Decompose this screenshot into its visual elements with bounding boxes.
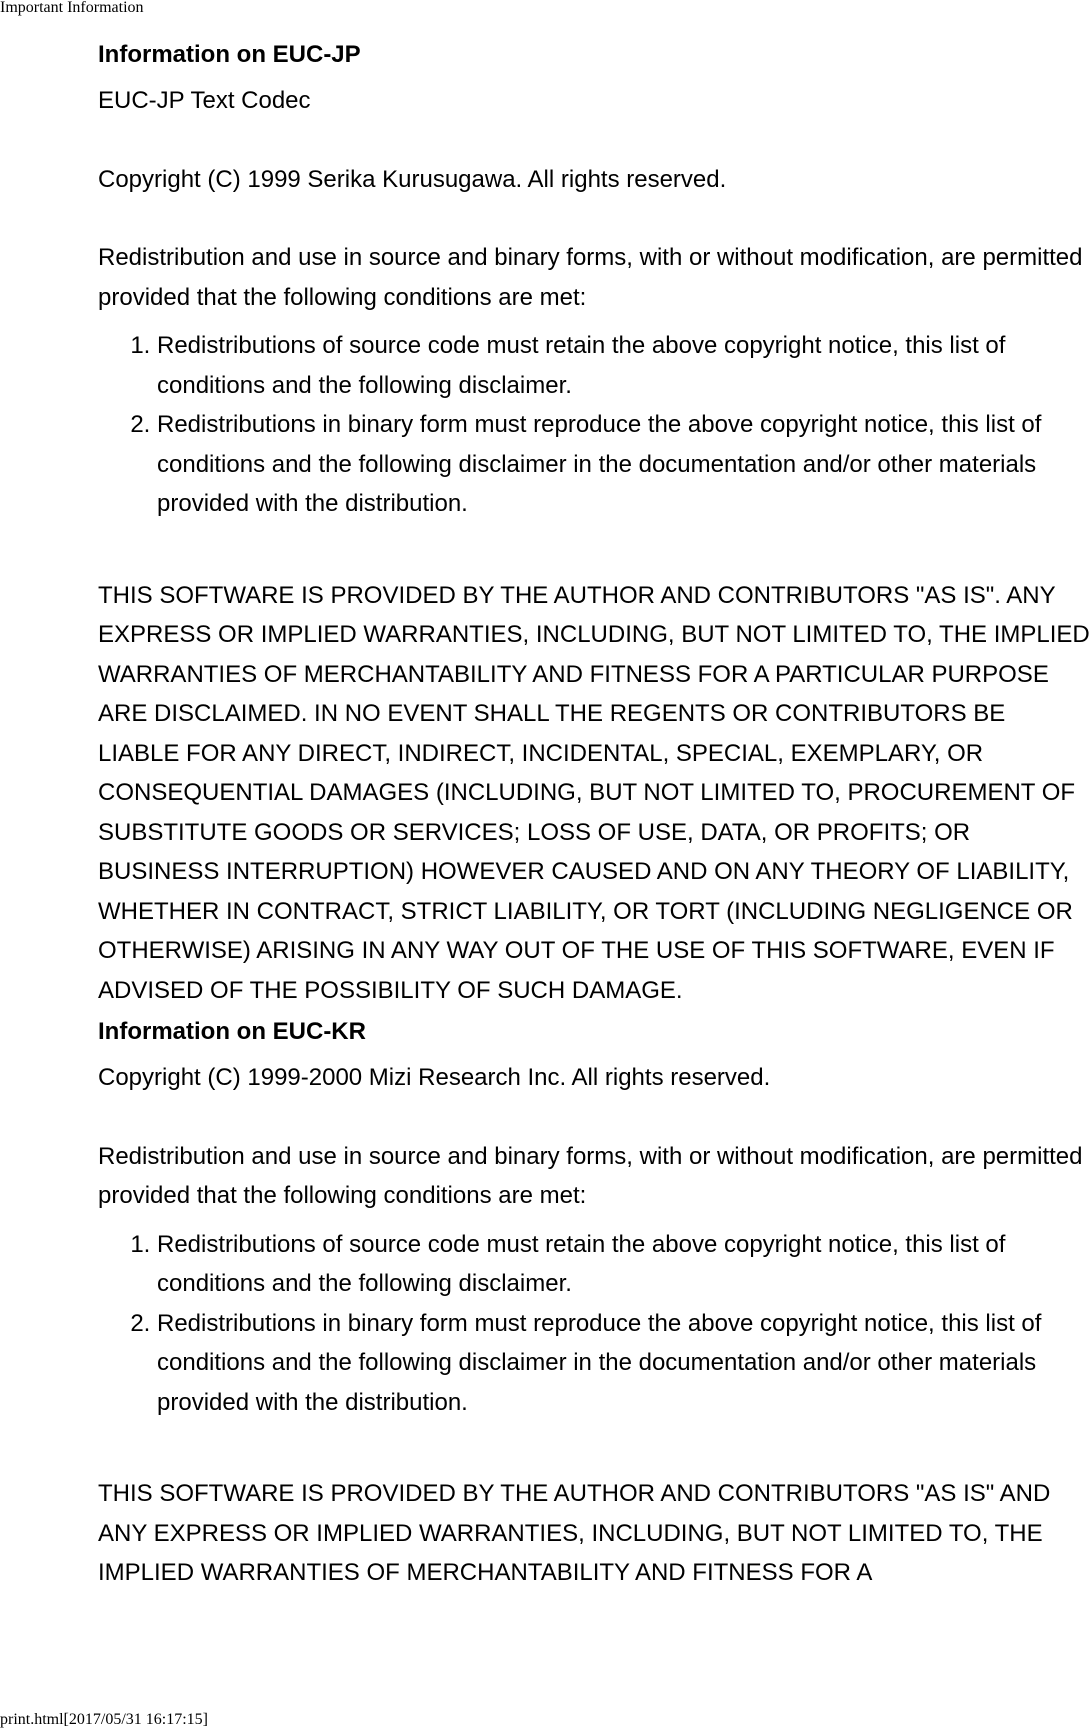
print-header: Important Information — [0, 0, 144, 16]
section-euc-jp — [98, 35, 1090, 1010]
copyright-notice: Copyright (C) 1999 Serika Kurusugawa. All rights reserved. — [98, 165, 727, 193]
list-item: 2. Redistributions in binary form must reproduce the above copyright notice, this list of conditions and the following disclaimer in the documentation and/or other materials provided with the distribution. — [157, 405, 1090, 524]
section-title-euc-jp: Information on EUC-JP — [98, 41, 361, 68]
list-item: 1. Redistributions of source code must retain the above copyright notice, this list of conditions and the following disclaimer. — [157, 326, 1090, 405]
section-euc-kr — [98, 1012, 1090, 1593]
license-intro: Redistribution and use in source and binary forms, with or without modification, are permitted provided that the following conditions are met: — [98, 244, 1083, 311]
document-content — [98, 35, 1090, 1593]
section-title-euc-kr: Information on EUC-KR — [98, 1018, 366, 1045]
blank-line — [98, 1098, 1090, 1137]
codec-line: EUC-JP Text Codec — [98, 87, 311, 114]
print-footer: print.html[2017/05/31 16:17:15] — [0, 1711, 208, 1728]
list-item: 2. Redistributions in binary form must reproduce the above copyright notice, this list of conditions and the following disclaimer in the documentation and/or other materials provided with the distribution. — [157, 1304, 1090, 1423]
blank-line — [98, 524, 1090, 576]
disclaimer: THIS SOFTWARE IS PROVIDED BY THE AUTHOR AND CONTRIBUTORS "AS IS". ANY EXPRESS OR IMPLIED WARRANTIES, INCLUDING, BUT NOT LIMITED TO, THE IMPLIED WARRANTIES OF MERCHANTABILITY AND FITNESS FOR A PARTICULAR PURPOSE ARE DISCLAIMED. IN NO EVENT SHALL THE REGENTS OR CONTRIBUTORS BE LIABLE FOR ANY DIRECT, INDIRECT, INCIDENTAL, SPECIAL, EXEMPLARY, OR CONSEQUENTIAL DAMAGES (INCLUDING, BUT NOT LIMITED TO, PROCUREMENT OF SUBSTITUTE GOODS OR SERVICES; LOSS OF USE, DATA, OR PROFITS; OR BUSINESS INTERRUPTION) HOWEVER CAUSED AND ON ANY THEORY OF LIABILITY, WHETHER IN CONTRACT, STRICT LIABILITY, OR TORT (INCLUDING NEGLIGENCE OR OTHERWISE) ARISING IN ANY WAY OUT OF THE USE OF THIS SOFTWARE, EVEN IF ADVISED OF THE POSSIBILITY OF SUCH DAMAGE. — [98, 581, 1090, 1004]
conditions-list — [98, 1225, 1090, 1423]
blank-line — [98, 121, 1090, 160]
disclaimer: THIS SOFTWARE IS PROVIDED BY THE AUTHOR AND CONTRIBUTORS "AS IS" AND ANY EXPRESS OR IMPLIED WARRANTIES, INCLUDING, BUT NOT LIMITED TO, THE IMPLIED WARRANTIES OF MERCHANTABILITY AND FITNESS FOR A — [98, 1480, 1051, 1586]
blank-line — [98, 199, 1090, 238]
license-intro: Redistribution and use in source and binary forms, with or without modification, are permitted provided that the following conditions are met: — [98, 1142, 1083, 1209]
list-item: 1. Redistributions of source code must retain the above copyright notice, this list of conditions and the following disclaimer. — [157, 1225, 1090, 1304]
copyright-notice: Copyright (C) 1999-2000 Mizi Research Inc. All rights reserved. — [98, 1064, 771, 1091]
blank-line — [98, 1422, 1090, 1474]
conditions-list — [98, 326, 1090, 524]
